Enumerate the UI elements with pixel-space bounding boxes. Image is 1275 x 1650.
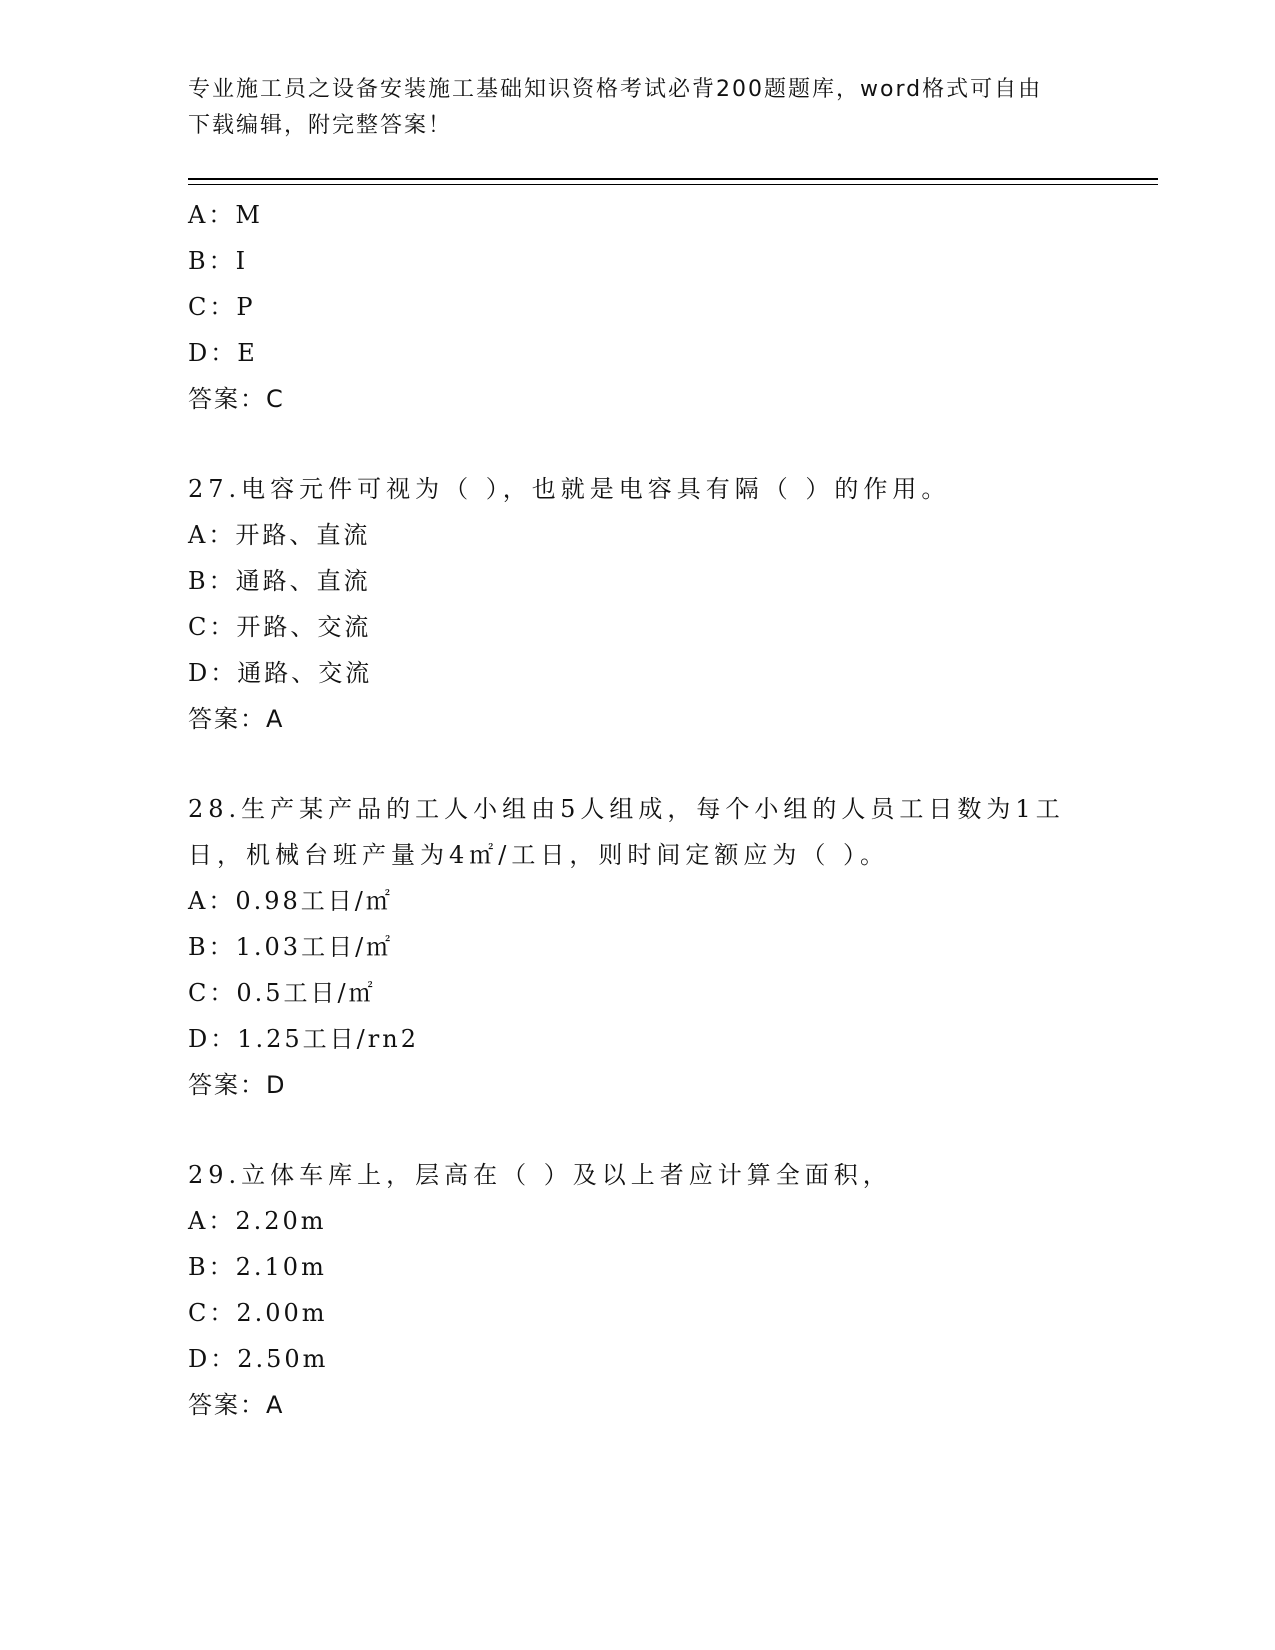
option-a: A：0.98工日/㎡ xyxy=(188,887,393,915)
question-block-prev xyxy=(188,192,1088,422)
answer-line: 答案：C xyxy=(188,385,285,413)
option-a: A：2.20m xyxy=(188,1207,327,1235)
question-stem: 27.电容元件可视为（ ），也就是电容具有隔（ ）的作用。 xyxy=(188,475,951,503)
option-c: C：P xyxy=(188,293,256,321)
question-spacer xyxy=(188,742,1088,786)
question-stem: 28.生产某产品的工人小组由5人组成，每个小组的人员工日数为1工日，机械台班产量为4㎡/工日，则时间定额应为（ ）。 xyxy=(188,795,1065,869)
question-block-29 xyxy=(188,1152,1088,1428)
question-block-28 xyxy=(188,786,1088,1108)
question-spacer xyxy=(188,1108,1088,1152)
option-d: D：1.25工日/rn2 xyxy=(188,1025,419,1053)
header-title-line-1: 专业施工员之设备安装施工基础知识资格考试必背200题题库，word格式可自由 xyxy=(188,77,1043,102)
option-d: D：2.50m xyxy=(188,1345,329,1373)
question-stem: 29.立体车库上，层高在（ ）及以上者应计算全面积， xyxy=(188,1161,892,1189)
header-divider-thick xyxy=(188,178,1158,180)
header-title-line-2: 下载编辑，附完整答案！ xyxy=(188,113,453,138)
option-c: C：0.5工日/㎡ xyxy=(188,979,376,1007)
document-header xyxy=(188,72,1088,144)
option-b: B：2.10m xyxy=(188,1253,327,1281)
option-c: C：2.00m xyxy=(188,1299,328,1327)
answer-line: 答案：D xyxy=(188,1071,287,1099)
answer-line: 答案：A xyxy=(188,705,285,733)
question-list xyxy=(188,192,1088,1428)
option-d: D：E xyxy=(188,339,258,367)
option-c: C：开路、交流 xyxy=(188,613,372,641)
option-b: B：1.03工日/㎡ xyxy=(188,933,394,961)
option-d: D：通路、交流 xyxy=(188,659,373,687)
option-a: A：开路、直流 xyxy=(188,521,371,549)
question-block-27 xyxy=(188,466,1088,742)
header-divider-thin xyxy=(188,184,1158,185)
question-spacer xyxy=(188,422,1088,466)
option-b: B：I xyxy=(188,247,249,275)
option-b: B：通路、直流 xyxy=(188,567,371,595)
option-a: A：M xyxy=(188,201,263,229)
answer-line: 答案：A xyxy=(188,1391,285,1419)
